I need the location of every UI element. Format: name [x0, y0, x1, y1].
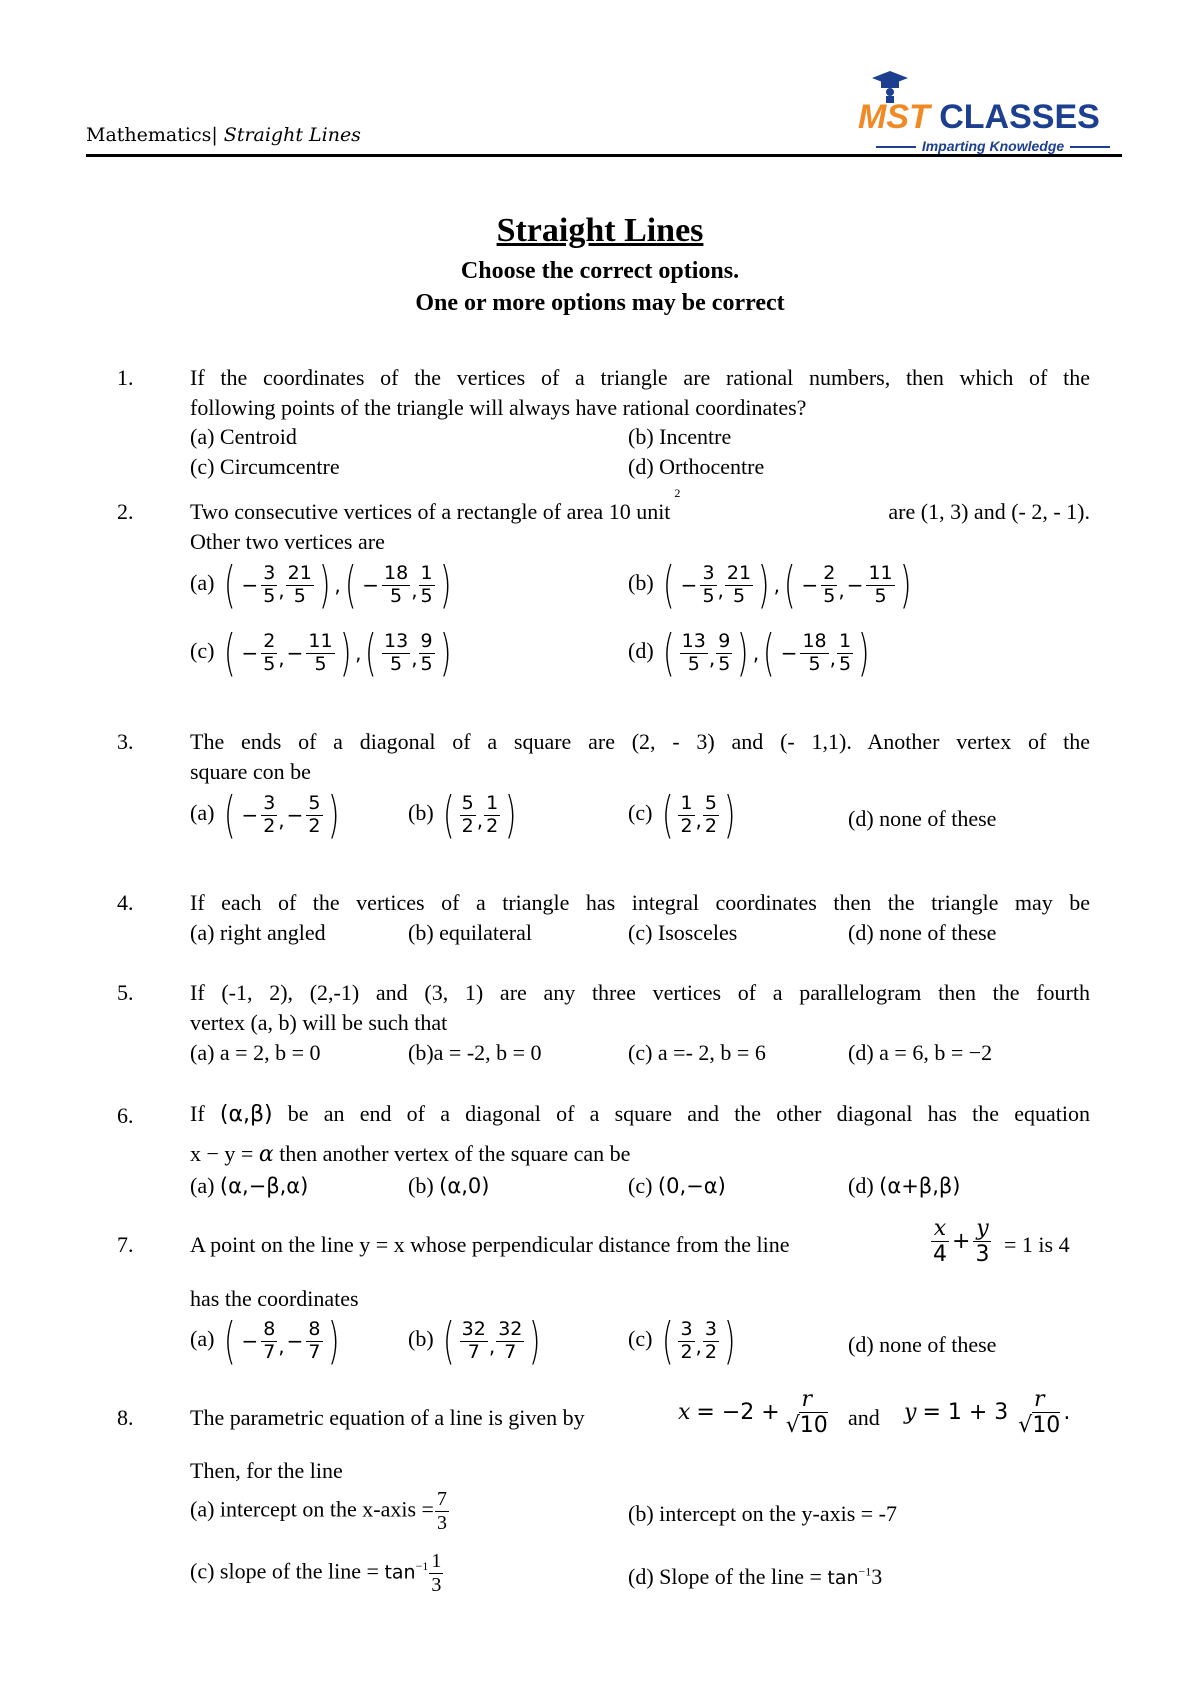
- denominator: 7: [504, 1340, 517, 1363]
- comma: ,: [717, 578, 724, 602]
- fraction: [382, 563, 410, 608]
- option-c: (c) a =- 2, b = 6: [628, 1040, 766, 1065]
- numerator: 13: [681, 629, 706, 652]
- minus-sign: −: [286, 641, 304, 665]
- denominator: 5: [420, 584, 433, 607]
- numerator: 5: [704, 791, 717, 814]
- topic-label: Straight Lines: [223, 124, 361, 146]
- option-label: (c): [190, 638, 215, 664]
- option-math: (α,−β,α): [219, 1174, 309, 1198]
- numerator: 9: [420, 629, 433, 652]
- minus-sign: −: [801, 573, 819, 597]
- fraction: [496, 1319, 524, 1364]
- option-b: (b) intercept on the y-axis = -7: [628, 1501, 897, 1526]
- question-text-part: be an end of a diagonal of a square and the other diagonal has the equation: [287, 1101, 1091, 1126]
- numerator: 1: [680, 791, 693, 814]
- left-paren: (: [223, 786, 236, 844]
- question-text: Then, for the line: [190, 1458, 343, 1483]
- point-math: [439, 786, 521, 844]
- left-paren: (: [783, 556, 796, 614]
- option-c: [628, 1173, 726, 1199]
- numerator: 9: [718, 629, 731, 652]
- numerator: 7: [436, 1488, 447, 1510]
- numerator: y: [976, 1216, 989, 1241]
- comma: ,: [355, 641, 362, 665]
- right-paren: ): [327, 1312, 340, 1370]
- option-b: [408, 1173, 489, 1199]
- option-label: (a) intercept on the x-axis =: [190, 1496, 434, 1522]
- denominator: 3: [431, 1574, 442, 1596]
- option-label: (c) slope of the line =: [190, 1558, 379, 1584]
- y-equation-math: [904, 1387, 1070, 1439]
- fraction: [261, 631, 277, 676]
- left-paren: (: [763, 624, 775, 682]
- question-text: vertex (a, b) will be such that: [190, 1010, 448, 1035]
- subject-label: Mathematics|: [86, 124, 218, 146]
- option-label: (a): [190, 1173, 215, 1198]
- question-number: 8.: [117, 1405, 134, 1430]
- option-label: (c): [628, 800, 653, 826]
- fraction: [306, 631, 334, 676]
- right-paren: ): [439, 556, 452, 614]
- comma: ,: [752, 641, 760, 665]
- fraction: [703, 1319, 719, 1364]
- minus-sign: −: [286, 1329, 304, 1353]
- question-number: 4.: [117, 890, 134, 915]
- minus-sign: −: [680, 573, 698, 597]
- option-b: [408, 1312, 545, 1370]
- x-equation-math: [678, 1387, 831, 1439]
- option-label: (b): [408, 800, 434, 826]
- header-subject: [86, 124, 361, 146]
- minus-sign: −: [241, 1329, 259, 1353]
- option-b: (b) Incentre: [628, 424, 732, 449]
- right-paren: ): [899, 556, 912, 614]
- minus-sign: −: [846, 573, 864, 597]
- left-paren: (: [661, 1312, 674, 1370]
- fraction: [460, 793, 476, 838]
- denominator: 5: [293, 584, 306, 607]
- fraction: [837, 631, 853, 676]
- question-text: [190, 485, 1090, 525]
- instructions-line-2: One or more options may be correct: [415, 290, 785, 316]
- denominator: 7: [308, 1340, 321, 1363]
- numerator: 1: [420, 561, 433, 584]
- fraction: [725, 563, 753, 608]
- function-name: tan: [384, 1561, 416, 1584]
- denominator: 5: [808, 652, 821, 675]
- equation-part: = 1 + 3: [922, 1400, 1009, 1426]
- logo-tagline: Imparting Knowledge: [862, 138, 1124, 154]
- fraction: [1016, 1387, 1062, 1439]
- option-b: [628, 556, 915, 614]
- comma: ,: [411, 646, 418, 670]
- left-paren: (: [223, 1312, 236, 1370]
- option-c: [190, 624, 455, 682]
- fraction: [419, 563, 435, 608]
- option-label: (a): [190, 570, 215, 596]
- option-d: (d) a = 6, b = −2: [848, 1040, 993, 1065]
- question-text: If the coordinates of the vertices of a triangle are rational numbers, then which of the: [190, 365, 1090, 390]
- option-a: [190, 1312, 343, 1370]
- question-text: square con be: [190, 759, 311, 784]
- point-math: [439, 1312, 545, 1370]
- denominator: 2: [704, 1340, 717, 1363]
- question-text: If each of the vertices of a triangle has integral coordinates then the triangle may be: [190, 890, 1090, 915]
- point-math: [658, 786, 740, 844]
- question-text-part: and: [848, 1405, 880, 1430]
- option-label: (a): [190, 800, 215, 826]
- numerator: 1: [486, 791, 499, 814]
- fraction: [286, 563, 314, 608]
- question-text-part: If: [190, 1101, 205, 1126]
- right-paren: ): [757, 556, 770, 614]
- option-d: (d) none of these: [848, 806, 997, 831]
- function-name: tan: [827, 1567, 859, 1589]
- option-label: (d): [848, 1173, 874, 1198]
- question-text: following points of the triangle will always have rational coordinates?: [190, 395, 807, 420]
- option-d: [628, 1564, 882, 1590]
- comma: ,: [773, 573, 780, 597]
- variable: x: [678, 1400, 691, 1426]
- right-paren: ): [439, 624, 452, 682]
- option-c: [628, 1312, 740, 1370]
- question-text: Other two vertices are: [190, 529, 385, 554]
- right-paren: ): [723, 1312, 736, 1370]
- denominator: 2: [680, 1340, 693, 1363]
- point-pair-math: [659, 624, 873, 682]
- option-c: (c) Isosceles: [628, 920, 738, 945]
- fraction: [866, 563, 894, 608]
- numerator: 11: [308, 629, 333, 652]
- exponent: −1: [858, 1564, 872, 1579]
- logo-classes: CLASSES: [939, 98, 1100, 136]
- denominator: 4: [933, 1242, 947, 1268]
- denominator: 5: [839, 652, 852, 675]
- instructions-line-1: Choose the correct options.: [460, 258, 740, 284]
- numerator: 18: [802, 629, 827, 652]
- numerator: 18: [384, 561, 409, 584]
- question-number: 3.: [117, 729, 134, 754]
- comma: ,: [334, 573, 341, 597]
- point-math: [220, 1312, 343, 1370]
- mst-classes-logo: [858, 68, 1128, 152]
- question-text: has the coordinates: [190, 1286, 359, 1311]
- numerator: 1: [431, 1550, 442, 1572]
- option-c: (c) Circumcentre: [190, 454, 340, 479]
- option-b: [408, 786, 521, 844]
- numerator: 3: [263, 791, 276, 814]
- denominator: 5: [823, 584, 836, 607]
- comma: ,: [488, 1334, 496, 1358]
- question-text: The parametric equation of a line is given by: [190, 1405, 585, 1430]
- question-number: 7.: [117, 1232, 134, 1257]
- option-label: (d): [628, 638, 654, 664]
- question-text-part: then another vertex of the square can be: [279, 1141, 631, 1166]
- denominator: 5: [687, 652, 700, 675]
- fraction: [429, 1550, 443, 1597]
- option-a: (a) Centroid: [190, 424, 297, 449]
- right-paren: ): [737, 624, 749, 682]
- option-c: [628, 786, 740, 844]
- denominator: 7: [263, 1340, 276, 1363]
- denominator: 5: [702, 584, 715, 607]
- minus-sign: −: [241, 803, 259, 827]
- numerator: 8: [308, 1317, 321, 1340]
- denominator: 2: [263, 814, 276, 837]
- right-paren: ): [723, 786, 736, 844]
- denominator: 5: [874, 584, 887, 607]
- fraction: [460, 1319, 488, 1364]
- option-a: [190, 1173, 308, 1199]
- exponent: −1: [415, 1559, 429, 1574]
- numerator: 32: [498, 1317, 523, 1340]
- question-text-part: Two consecutive vertices of a rectangle of area 10 unit: [190, 499, 671, 524]
- denominator: 5: [420, 652, 433, 675]
- numerator: 5: [461, 791, 474, 814]
- fraction: [419, 631, 435, 676]
- comma: ,: [829, 646, 837, 670]
- fraction: [784, 1387, 830, 1439]
- comma: ,: [695, 808, 702, 832]
- fraction: [435, 1488, 449, 1535]
- option-a: (a) a = 2, b = 0: [190, 1040, 321, 1065]
- right-paren: ): [327, 786, 340, 844]
- option-d: (d) Orthocentre: [628, 454, 765, 479]
- question-number: 2.: [117, 499, 134, 524]
- numerator: 1: [839, 629, 852, 652]
- comma: ,: [708, 646, 716, 670]
- denominator: 3: [975, 1242, 990, 1268]
- comma: ,: [838, 578, 845, 602]
- question-text: [190, 1101, 1090, 1127]
- comma: ,: [476, 808, 484, 832]
- left-paren: (: [663, 556, 675, 614]
- denominator: 2: [308, 814, 321, 837]
- numerator: 3: [680, 1317, 693, 1340]
- denominator: 5: [718, 652, 731, 675]
- right-paren: ): [858, 624, 870, 682]
- comma: ,: [278, 1334, 285, 1358]
- point-pair-math: [220, 624, 455, 682]
- question-number: 1.: [117, 365, 134, 390]
- option-d: [848, 1173, 960, 1199]
- question-text-part: x − y =: [190, 1141, 254, 1166]
- point-math: [220, 786, 343, 844]
- option-math: (α,0): [439, 1174, 490, 1198]
- denominator: 5: [732, 584, 746, 607]
- option-a: (a) right angled: [190, 920, 326, 945]
- comma: ,: [411, 578, 418, 602]
- option-a: [190, 1488, 450, 1535]
- question-text: [190, 1141, 1090, 1167]
- option-label: (b): [408, 1326, 434, 1352]
- denominator: 5: [263, 584, 276, 607]
- fraction: [680, 631, 708, 676]
- denominator: 2: [704, 814, 717, 837]
- logo-mst: MST: [858, 98, 930, 136]
- denominator: √10: [785, 1413, 828, 1439]
- denominator: 2: [680, 814, 693, 837]
- left-paren: (: [443, 786, 455, 844]
- fraction: [261, 793, 277, 838]
- question-number: 6.: [117, 1103, 134, 1128]
- fraction: [700, 563, 716, 608]
- right-paren: ): [505, 786, 517, 844]
- question-text-part: = 1 is 4: [1004, 1232, 1070, 1257]
- page-title: Straight Lines: [496, 212, 704, 249]
- option-label: (c): [628, 1326, 653, 1352]
- numerator: 13: [384, 629, 409, 652]
- denominator: 7: [467, 1340, 480, 1363]
- fraction: [973, 1216, 991, 1268]
- inline-math: α: [258, 1142, 274, 1167]
- numerator: 3: [704, 1317, 717, 1340]
- fraction: [678, 1319, 694, 1364]
- left-paren: (: [223, 624, 236, 682]
- numerator: 21: [726, 561, 752, 584]
- period: .: [1063, 1400, 1071, 1426]
- numerator: 21: [287, 561, 312, 584]
- left-paren: (: [344, 556, 357, 614]
- denominator: 5: [390, 652, 403, 675]
- option-label: (c): [628, 1173, 653, 1198]
- option-b: (b) equilateral: [408, 920, 532, 945]
- left-paren: (: [663, 624, 675, 682]
- question-number: 5.: [117, 980, 134, 1005]
- fraction: [703, 793, 719, 838]
- option-d: (d) none of these: [848, 920, 997, 945]
- option-label: (d) Slope of the line =: [628, 1564, 822, 1589]
- numerator: 3: [702, 561, 715, 584]
- fraction: [716, 631, 732, 676]
- option-c: [190, 1550, 444, 1597]
- logo-text: [858, 98, 1100, 137]
- plus-sign: +: [952, 1229, 971, 1255]
- comma: ,: [695, 1334, 702, 1358]
- comma: ,: [278, 646, 285, 670]
- variable: y: [904, 1400, 917, 1426]
- comma: ,: [278, 578, 285, 602]
- option-label: (b): [628, 570, 654, 596]
- equation: [904, 1387, 1070, 1439]
- inline-math: (α,β): [219, 1102, 273, 1127]
- denominator: 2: [461, 814, 474, 837]
- minus-sign: −: [241, 641, 259, 665]
- numerator: x: [933, 1216, 947, 1241]
- fraction: [800, 631, 828, 676]
- fraction: [261, 1319, 277, 1364]
- equation: [678, 1387, 831, 1439]
- option-d: (d) none of these: [848, 1332, 997, 1357]
- denominator: 5: [263, 652, 276, 675]
- numerator: r: [801, 1387, 812, 1412]
- point-math: [658, 1312, 740, 1370]
- left-paren: (: [661, 786, 674, 844]
- header-rule: [86, 154, 1122, 157]
- minus-sign: −: [362, 573, 379, 597]
- option-math: (0,−α): [657, 1174, 726, 1198]
- numerator: 5: [308, 791, 321, 814]
- argument: 3: [871, 1564, 883, 1589]
- minus-sign: −: [780, 641, 798, 665]
- option-math: (α+β,β): [879, 1174, 961, 1198]
- radicand: 10: [1032, 1413, 1061, 1439]
- question-text: The ends of a diagonal of a square are (2, - 3) and (- 1,1). Another vertex of the: [190, 729, 1090, 754]
- left-paren: (: [223, 556, 236, 614]
- radicand: 10: [799, 1413, 828, 1439]
- right-paren: ): [318, 556, 331, 614]
- denominator: 5: [314, 652, 327, 675]
- numerator: r: [1034, 1387, 1045, 1412]
- point-pair-math: [220, 556, 455, 614]
- question-text-part: are (1, 3) and (- 2, - 1).: [888, 499, 1090, 524]
- right-paren: ): [339, 624, 352, 682]
- comma: ,: [278, 808, 285, 832]
- denominator: √10: [1018, 1413, 1061, 1439]
- denominator: 2: [486, 814, 499, 837]
- fraction: [306, 793, 322, 838]
- numerator: 32: [461, 1317, 486, 1340]
- option-a: [190, 786, 343, 844]
- numerator: 8: [263, 1317, 276, 1340]
- fraction: [931, 1216, 949, 1268]
- numerator: 11: [868, 561, 893, 584]
- option-label: (a): [190, 1326, 215, 1352]
- numerator: 2: [263, 629, 276, 652]
- numerator: 2: [823, 561, 836, 584]
- denominator: 5: [390, 584, 403, 607]
- option-a: [190, 556, 455, 614]
- fraction: [484, 793, 500, 838]
- question-text: A point on the line y = x whose perpendicular distance from the line: [190, 1232, 790, 1257]
- right-paren: ): [529, 1312, 542, 1370]
- left-paren: (: [443, 1312, 455, 1370]
- equation: [930, 1216, 992, 1268]
- option-b: (b)a = -2, b = 0: [408, 1040, 542, 1065]
- line-equation-math: [930, 1216, 992, 1268]
- denominator: 3: [436, 1512, 447, 1534]
- fraction: [306, 1319, 322, 1364]
- fraction: [678, 793, 694, 838]
- superscript: 2: [674, 485, 681, 500]
- point-pair-math: [659, 556, 915, 614]
- option-label: (b): [408, 1173, 434, 1198]
- option-d: [628, 624, 874, 682]
- minus-sign: −: [286, 803, 304, 827]
- equation-part: = −2 +: [696, 1400, 780, 1426]
- left-paren: (: [365, 624, 378, 682]
- fraction: [382, 631, 410, 676]
- fraction: [261, 563, 277, 608]
- fraction: [821, 563, 837, 608]
- minus-sign: −: [241, 573, 259, 597]
- question-text: If (-1, 2), (2,-1) and (3, 1) are any three vertices of a parallelogram then the fourth: [190, 980, 1090, 1005]
- numerator: 3: [263, 561, 276, 584]
